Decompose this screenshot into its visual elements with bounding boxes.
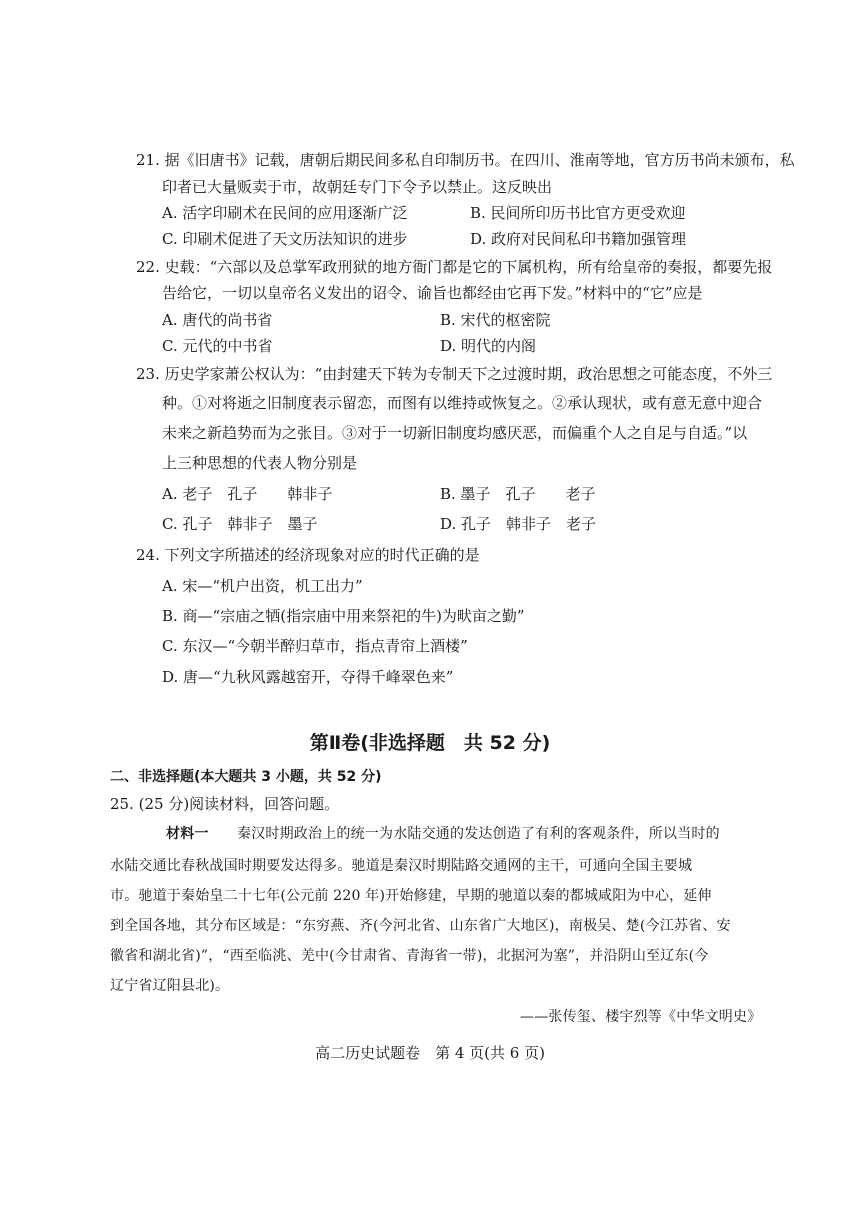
material-one-line3: 市。驰道于秦始皇二十七年(公元前 220 年)开始修建，早期的驰道以秦的都城咸阳为中心，延伸 bbox=[110, 888, 712, 904]
q22-option-c: C. 元代的中书省 bbox=[162, 337, 273, 355]
q23-stem-line3: 未来之新趋势而为之张目。③对于一切新旧制度均感厌恶，而偏重个人之自足与自适。”以 bbox=[162, 424, 748, 442]
material-one-line4: 到全国各地，其分布区域是：“东穷燕、齐(今河北省、山东省广大地区)，南极吴、楚(今江苏省、安 bbox=[110, 918, 731, 934]
q24-option-a: A. 宋—“机户出资，机工出力” bbox=[162, 577, 363, 595]
q23-stem-line2: 种。①对将逝之旧制度表示留恋，而图有以维持或恢复之。②承认现状，或有意无意中迎合 bbox=[162, 394, 763, 412]
material-one-source: ——张传玺、楼宇烈等《中华文明史》 bbox=[520, 1009, 762, 1025]
q23-stem-line4: 上三种思想的代表人物分别是 bbox=[162, 454, 358, 472]
q21-stem-line1: 21. 据《旧唐书》记载，唐朝后期民间多私自印制历书。在四川、淮南等地，官方历书尚未颁布，私 bbox=[136, 151, 795, 169]
material-one-line5: 徽省和湖北省)”，“西至临洮、羌中(今甘肃省、青海省一带)，北据河为塞”，并沿阴山至辽东(今 bbox=[110, 948, 709, 964]
part-two-heading: 二、非选择题(本大题共 3 小题，共 52 分) bbox=[110, 769, 382, 785]
q21-option-b: B. 民间所印历书比官方更受欢迎 bbox=[470, 204, 686, 222]
q23-stem-line1: 23. 历史学家萧公权认为：“由封建天下转为专制天下之过渡时期，政治思想之可能态度，不外三 bbox=[136, 365, 773, 383]
q23-option-c: C. 孔子 韩非子 墨子 bbox=[162, 515, 318, 533]
q23-option-a: A. 老子 孔子 韩非子 bbox=[162, 485, 333, 503]
q23-option-d: D. 孔子 韩非子 老子 bbox=[440, 515, 597, 533]
q24-option-c: C. 东汉—“今朝半醉归草市，指点青帘上酒楼” bbox=[162, 637, 468, 655]
material-one-label: 材料一 bbox=[166, 826, 209, 842]
material-one-line2: 水陆交通比春秋战国时期要发达得多。驰道是秦汉时期陆路交通网的主干，可通向全国主要城 bbox=[110, 858, 693, 874]
material-one-line6: 辽宁省辽阳县北)。 bbox=[110, 978, 230, 994]
section-ii-title: 第Ⅱ卷(非选择题 共 52 分) bbox=[309, 732, 551, 754]
q24-stem: 24. 下列文字所描述的经济现象对应的时代正确的是 bbox=[136, 546, 480, 564]
q21-option-c: C. 印刷术促进了天文历法知识的进步 bbox=[162, 230, 408, 248]
q23-option-b: B. 墨子 孔子 老子 bbox=[440, 485, 596, 503]
q25-stem: 25. (25 分)阅读材料，回答问题。 bbox=[110, 795, 340, 813]
material-one-text1: 秦汉时期政治上的统一为水陆交通的发达创造了有利的客观条件，所以当时的 bbox=[208, 826, 720, 842]
q24-option-b: B. 商—“宗庙之牺(指宗庙中用来祭祀的牛)为畎亩之勤” bbox=[162, 607, 525, 625]
q22-stem-line1: 22. 史载：“六部以及总掌军政刑狱的地方衙门都是它的下属机构，所有给皇帝的奏报，都要先报 bbox=[136, 258, 773, 276]
q22-option-b: B. 宋代的枢密院 bbox=[440, 311, 551, 329]
q22-stem-line2: 告给它，一切以皇帝名义发出的诏令、谕旨也都经由它再下发。”材料中的“它”应是 bbox=[162, 284, 703, 302]
q24-option-d: D. 唐—“九秋风露越窑开，夺得千峰翠色来” bbox=[162, 668, 454, 686]
q22-option-a: A. 唐代的尚书省 bbox=[162, 311, 273, 329]
q21-option-a: A. 活字印刷术在民间的应用逐渐广泛 bbox=[162, 204, 408, 222]
q21-stem-line2: 印者已大量贩卖于市，故朝廷专门下令予以禁止。这反映出 bbox=[162, 178, 553, 196]
q21-option-d: D. 政府对民间私印书籍加强管理 bbox=[470, 230, 687, 248]
q22-option-d: D. 明代的内阁 bbox=[440, 337, 537, 355]
page-footer: 高二历史试题卷 第 4 页(共 6 页) bbox=[315, 1044, 545, 1062]
material-one-line1 bbox=[166, 824, 720, 844]
